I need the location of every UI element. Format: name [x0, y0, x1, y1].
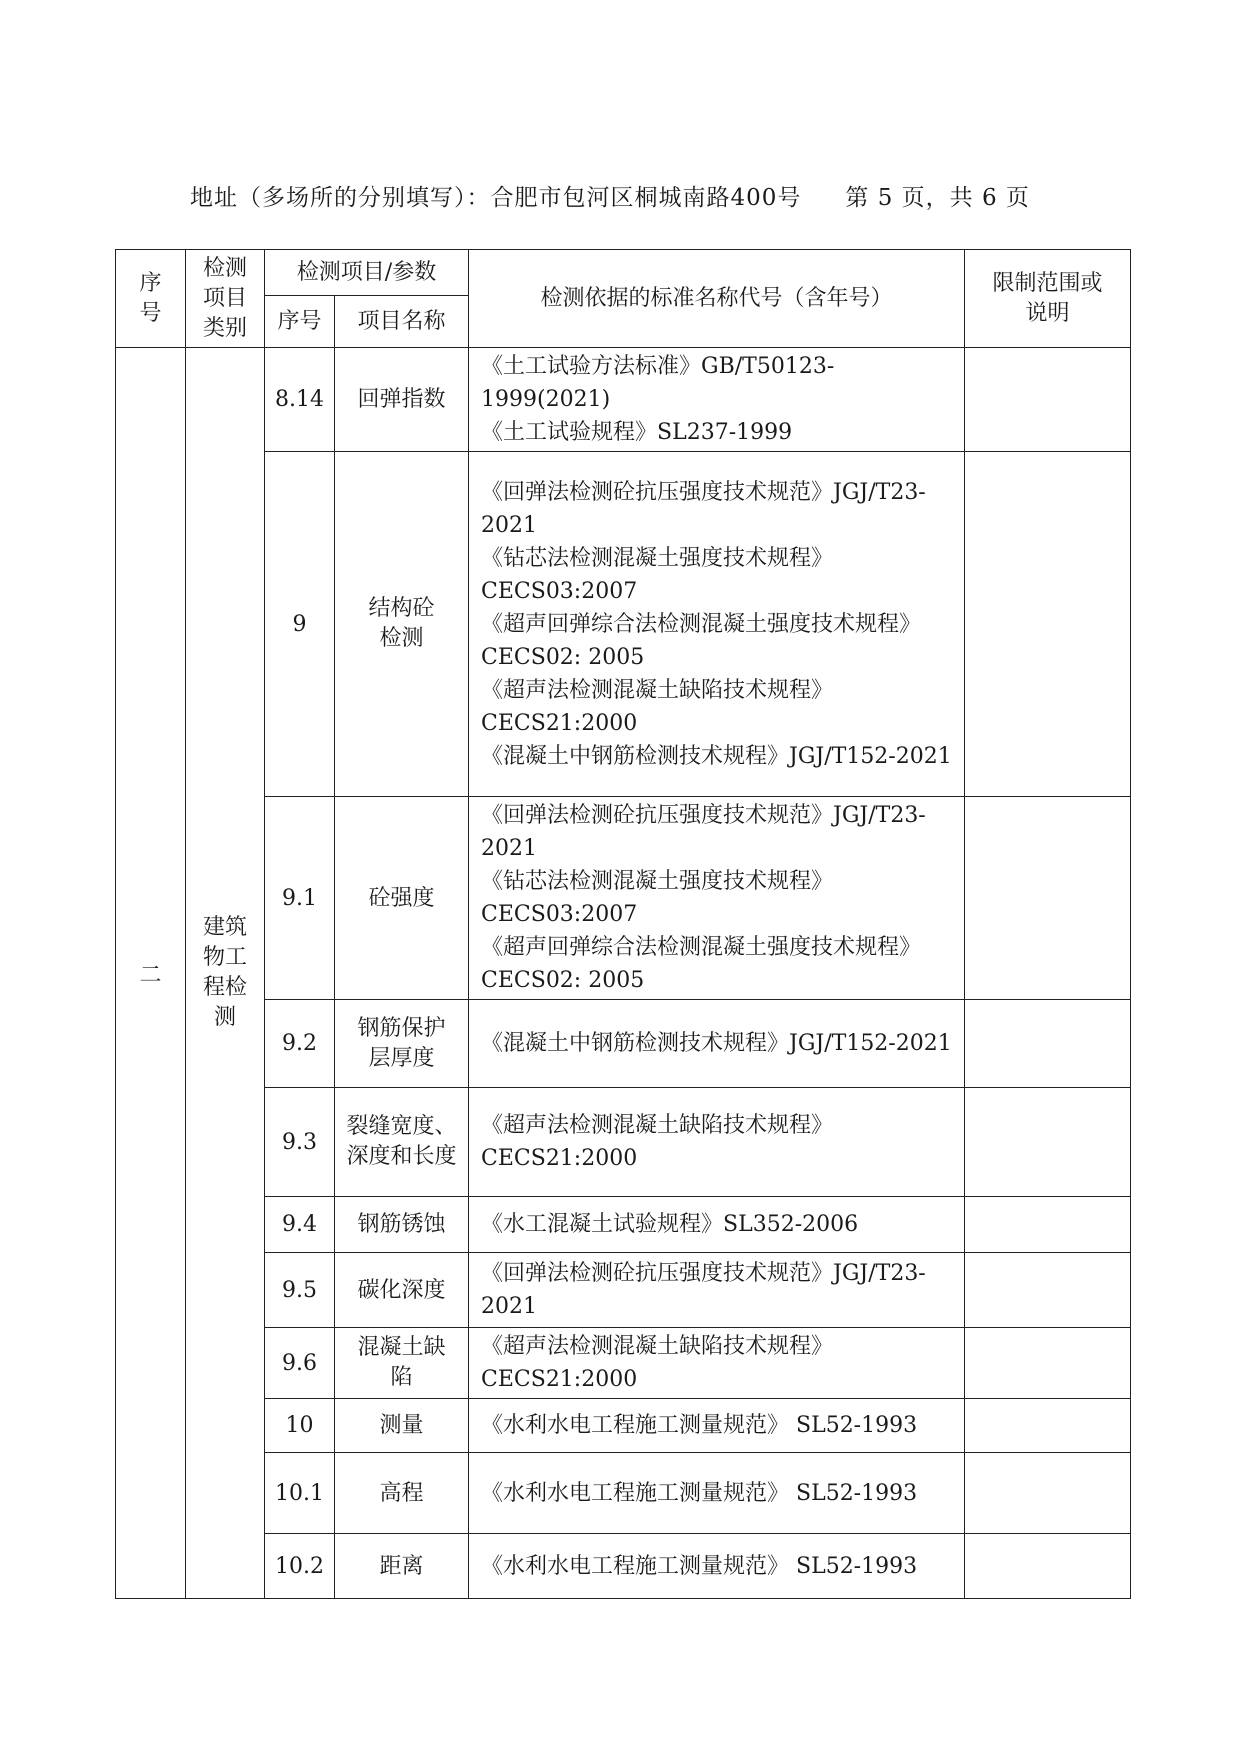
row-name: 距离 [335, 1534, 469, 1599]
row-no: 9.4 [265, 1197, 335, 1253]
header-item-name: 项目名称 [335, 296, 469, 348]
standard-line: 《超声法检测混凝土缺陷技术规程》CECS21:2000 [481, 677, 834, 736]
row-limit [965, 348, 1131, 452]
table-row [116, 1328, 1131, 1399]
row-name: 裂缝宽度、深度和长度 [335, 1088, 469, 1197]
row-name: 结构砼检测 [335, 452, 469, 797]
standard-line: 《钻芯法检测混凝土强度技术规程》CECS03:2007 [481, 869, 834, 927]
row-name: 钢筋保护层厚度 [335, 1000, 469, 1088]
table-row [116, 797, 1131, 1000]
row-limit [965, 1453, 1131, 1534]
row-limit [965, 1000, 1131, 1088]
row-standards [469, 348, 965, 452]
row-limit [965, 1197, 1131, 1253]
group-seq: 二 [116, 348, 186, 1599]
standard-line: 《超声回弹综合法检测混凝土强度技术规程》CECS02: 2005 [481, 935, 922, 993]
header-category: 检测项目类别 [186, 250, 265, 348]
row-no: 10.2 [265, 1534, 335, 1599]
page-header [190, 183, 1070, 214]
table-row [116, 348, 1131, 452]
header-standard: 检测依据的标准名称代号（含年号） [469, 250, 965, 348]
row-limit [965, 1534, 1131, 1599]
row-limit [965, 1088, 1131, 1197]
standard-line: 《钻芯法检测混凝土强度技术规程》CECS03:2007 [481, 545, 834, 604]
address-value: 合肥市包河区桐城南路400号 [490, 185, 802, 211]
row-limit [965, 452, 1131, 797]
row-standards [469, 1534, 965, 1599]
standard-line: 《混凝土中钢筋检测技术规程》JGJ/T152-2021 [481, 743, 952, 769]
row-name: 高程 [335, 1453, 469, 1534]
page-info: 第 5 页，共 6 页 [845, 185, 1030, 211]
header-seq: 序号 [116, 250, 186, 348]
table-row [116, 1088, 1131, 1197]
table-row [116, 1253, 1131, 1328]
row-standards [469, 1088, 965, 1197]
row-no: 10 [265, 1399, 335, 1453]
table-row [116, 1534, 1131, 1599]
table-row [116, 1000, 1131, 1088]
row-no: 10.1 [265, 1453, 335, 1534]
row-no: 9.3 [265, 1088, 335, 1197]
standard-line: 《水工混凝土试验规程》SL352-2006 [481, 1212, 859, 1237]
row-no: 9.1 [265, 797, 335, 1000]
standard-line: 《回弹法检测砼抗压强度技术规范》JGJ/T23-2021 [481, 803, 926, 861]
row-limit [965, 797, 1131, 1000]
row-standards [469, 1328, 965, 1399]
row-limit [965, 1253, 1131, 1328]
standard-line: 《水利水电工程施工测量规范》 SL52-1993 [481, 1553, 918, 1579]
header-limit: 限制范围或说明 [965, 250, 1131, 348]
table-row [116, 1197, 1131, 1253]
row-no: 9.2 [265, 1000, 335, 1088]
row-name: 回弹指数 [335, 348, 469, 452]
standard-line: 《超声法检测混凝土缺陷技术规程》CECS21:2000 [481, 1113, 834, 1171]
group-category: 建筑物工程检测 [186, 348, 265, 1599]
row-standards [469, 1399, 965, 1453]
row-name: 砼强度 [335, 797, 469, 1000]
table-row [116, 1399, 1131, 1453]
row-standards [469, 1000, 965, 1088]
standard-line: 《超声回弹综合法检测混凝土强度技术规程》CECS02: 2005 [481, 611, 922, 670]
row-name: 混凝土缺陷 [335, 1328, 469, 1399]
standard-line: 《回弹法检测砼抗压强度技术规范》JGJ/T23-2021 [481, 1261, 926, 1319]
row-standards [469, 1453, 965, 1534]
row-no: 9.5 [265, 1253, 335, 1328]
standard-line: 《水利水电工程施工测量规范》 SL52-1993 [481, 1413, 918, 1438]
address-label: 地址（多场所的分别填写）： [190, 185, 491, 211]
row-no: 9 [265, 452, 335, 797]
standard-line: 《水利水电工程施工测量规范》 SL52-1993 [481, 1480, 918, 1506]
row-no: 9.6 [265, 1328, 335, 1399]
header-item-seq: 序号 [265, 296, 335, 348]
row-standards [469, 1253, 965, 1328]
row-standards [469, 452, 965, 797]
table-row [116, 452, 1131, 797]
row-name: 测量 [335, 1399, 469, 1453]
row-name: 钢筋锈蚀 [335, 1197, 469, 1253]
row-no: 8.14 [265, 348, 335, 452]
standard-line: 《混凝土中钢筋检测技术规程》JGJ/T152-2021 [481, 1031, 952, 1056]
standard-line: 《回弹法检测砼抗压强度技术规范》JGJ/T23-2021 [481, 479, 926, 538]
row-standards [469, 797, 965, 1000]
standard-line: 《土工试验规程》SL237-1999 [481, 420, 793, 445]
row-name: 碳化深度 [335, 1253, 469, 1328]
row-limit [965, 1328, 1131, 1399]
header-item-group: 检测项目/参数 [265, 250, 469, 296]
standard-line: 《土工试验方法标准》GB/T50123-1999(2021) [481, 354, 835, 412]
row-standards [469, 1197, 965, 1253]
row-limit [965, 1399, 1131, 1453]
standards-table [115, 249, 1131, 1599]
standard-line: 《超声法检测混凝土缺陷技术规程》CECS21:2000 [481, 1334, 834, 1392]
table-row [116, 1453, 1131, 1534]
